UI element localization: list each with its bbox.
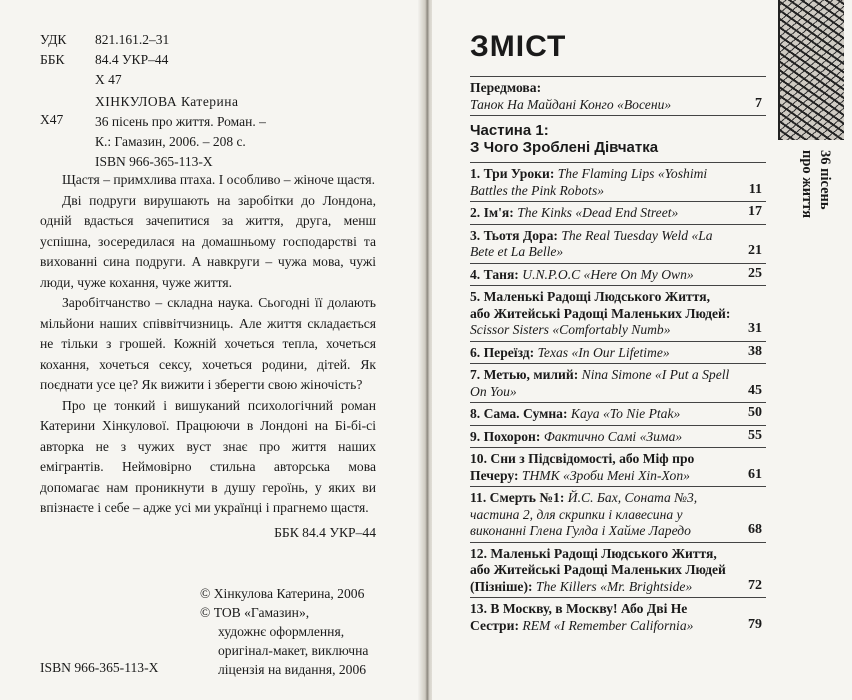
page-number: 79 — [748, 616, 762, 632]
ornament-pattern-icon — [778, 0, 844, 140]
running-head — [794, 150, 834, 290]
annotation-paragraph: Щастя – примхлива птаха. І особливо – жіноче щастя. — [62, 172, 376, 187]
part-heading — [470, 115, 766, 162]
classification-label: УДК — [40, 32, 67, 47]
entry-label: 4. Таня: — [470, 266, 519, 282]
toc-entry — [470, 402, 766, 425]
toc-entry — [470, 486, 766, 542]
toc-entry — [470, 425, 766, 448]
entry-label: 10. Сни з Підсвідомості, або Міф про Печеру: — [470, 451, 695, 483]
toc-entry — [470, 162, 766, 201]
page-number: 45 — [748, 382, 762, 398]
entry-song: The Kinks «Dead End Street» — [517, 205, 679, 220]
running-head-line: про життя — [799, 150, 815, 219]
side-margin — [780, 0, 852, 700]
classification-value: 821.161.2–31 — [95, 32, 170, 47]
page-number: 68 — [748, 522, 762, 537]
author-sign: Х47 — [40, 112, 64, 127]
entry-song: Танок На Майдані Конго «Восени» — [470, 96, 672, 112]
toc-entry — [470, 263, 766, 286]
entry-song: The Killers «Mr. Brightside» — [535, 578, 693, 594]
copyright-line: ліцензія на видання, 2006 — [218, 662, 367, 677]
classification-value: 84.4 УКР–44 — [95, 52, 169, 67]
page-number: 21 — [748, 243, 762, 258]
toc-entry — [470, 341, 766, 364]
entry-song: Scissor Sisters «Comfortably Numb» — [470, 322, 671, 337]
copyright-line: © ТОВ «Гамазин», — [200, 605, 310, 620]
classification-value: Х 47 — [95, 72, 122, 87]
entry-song: The Real Tuesday Weld «La Bete et La Belle» — [470, 227, 713, 259]
part-number: Частина 1: — [470, 122, 549, 139]
entry-song: ТНМК «Зроби Мені Хіп-Хоп» — [521, 467, 690, 483]
entry-label: 13. В Москву, в Москву! Або Дві Не Сестри: — [470, 601, 688, 633]
entry-label: 11. Смерть №1: — [470, 490, 565, 505]
annotation-paragraph: Заробітчанство – складна наука. Сьогодні її долають мільйони наших співвітчизниць. Але життя складається не тільки з грошей. Кожній хочеться тепла, хочеться кохання, хочеться сексу, хочеться родини, дітей. Як поєднати усе це? Як вижити і зберегти свою жіночість? — [40, 295, 376, 392]
entry-song: U.N.P.O.C «Here On My Own» — [522, 266, 694, 282]
entry-label: 5. Маленькі Радощі Людського Життя, або Житейські Радощі Маленьких Людей: — [470, 289, 731, 321]
copyright-line: оригінал-макет, виключна — [218, 643, 369, 658]
page-number: 61 — [748, 466, 762, 482]
entry-label: 2. Ім'я: — [470, 205, 514, 220]
entry-label: 6. Переїзд: — [470, 344, 535, 360]
entry-song: REM «I Remember California» — [522, 617, 694, 633]
classification-label: ББК — [40, 52, 65, 67]
running-head-line: 36 пісень — [817, 150, 833, 210]
toc-entry — [470, 224, 766, 263]
page-number: 50 — [748, 405, 762, 420]
page-number: 72 — [748, 577, 762, 593]
entry-label: 1. Три Уроки: — [470, 166, 555, 181]
left-page — [0, 0, 422, 700]
page-number: 11 — [748, 181, 762, 197]
table-of-contents — [470, 76, 766, 636]
annotation-paragraph: Дві подруги вирушають на заробітки до Лондона, одній вдасться зачепитися за життя, друга, менш успішна, зосередилася на домашньому господарстві та вихованні сина подруги. А навкруги – чужа мова, чужі люди, чуже кохання, чуже життя. — [40, 192, 376, 290]
card-title: 36 пісень про життя. Роман. – — [95, 114, 266, 129]
entry-song: Texas «In Our Lifetime» — [537, 344, 670, 360]
entry-song: Kaya «To Nie Ptak» — [570, 406, 681, 421]
page-number: 7 — [755, 95, 762, 111]
entry-label: 7. Метью, милий: — [470, 367, 579, 382]
annotation-paragraph: Про це тонкий і вишуканий психологічний роман Катерини Хінкулової. Працюючи в Лондоні на Бі-бі-сі авторка не з чужих вуст знає про життя наших емігрантів. Неймовірно стильна авторська мова допомагає нам проникнути в душу героїнь, у яких ви впізнаєте і себе – адже усі ми українці і прагнемо щастя. — [40, 397, 376, 515]
toc-title: ЗМІСТ — [470, 30, 567, 63]
copyright-line: © Хінкулова Катерина, 2006 — [200, 586, 365, 601]
entry-label: 12. Маленькі Радощі Людського Життя, або Житейські Радощі Маленьких Людей (Пізніше): — [470, 545, 726, 594]
card-isbn: ISBN 966-365-113-Х — [95, 154, 213, 169]
page-number: 31 — [748, 321, 762, 336]
toc-entry — [470, 542, 766, 598]
page-number: 17 — [748, 204, 762, 219]
toc-entry — [470, 285, 766, 341]
bbk-footer: ББК 84.4 УКР–44 — [274, 524, 376, 540]
entry-song: Й.С. Бах, Соната №3, частина 2, для скрипки і клавесина у виконанні Глена Гулда і Хайме Ларедо — [470, 490, 698, 538]
entry-label: 3. Тьотя Дора: — [470, 227, 558, 243]
toc-entry — [470, 597, 766, 636]
copyright-line: художнє оформлення, — [218, 624, 345, 639]
card-imprint: К.: Гамазин, 2006. – 208 с. — [95, 134, 246, 149]
page-number: 55 — [748, 427, 762, 443]
entry-label: 8. Сама. Сумна: — [470, 406, 568, 421]
toc-entry — [470, 201, 766, 224]
copyright-block — [200, 584, 368, 679]
entry-song: The Flaming Lips «Yoshimi Battles the Pink Robots» — [470, 166, 708, 198]
page-number: 25 — [748, 265, 762, 281]
isbn: ISBN 966-365-113-Х — [40, 660, 159, 675]
entry-label: 9. Похорон: — [470, 428, 541, 444]
toc-entry — [470, 447, 766, 486]
entry-song: Nina Simone «I Put a Spell On You» — [470, 367, 730, 399]
toc-entry-preface — [470, 76, 766, 115]
toc-entry — [470, 363, 766, 402]
annotation — [40, 170, 376, 543]
entry-label: Передмова: — [470, 80, 542, 95]
page-number: 38 — [748, 343, 762, 359]
card-author: ХІНКУЛОВА Катерина — [95, 94, 239, 109]
part-title: З Чого Зроблені Дівчатка — [470, 139, 659, 156]
toc-entries — [470, 162, 766, 636]
entry-song: Фактично Самі «Зима» — [543, 428, 683, 444]
